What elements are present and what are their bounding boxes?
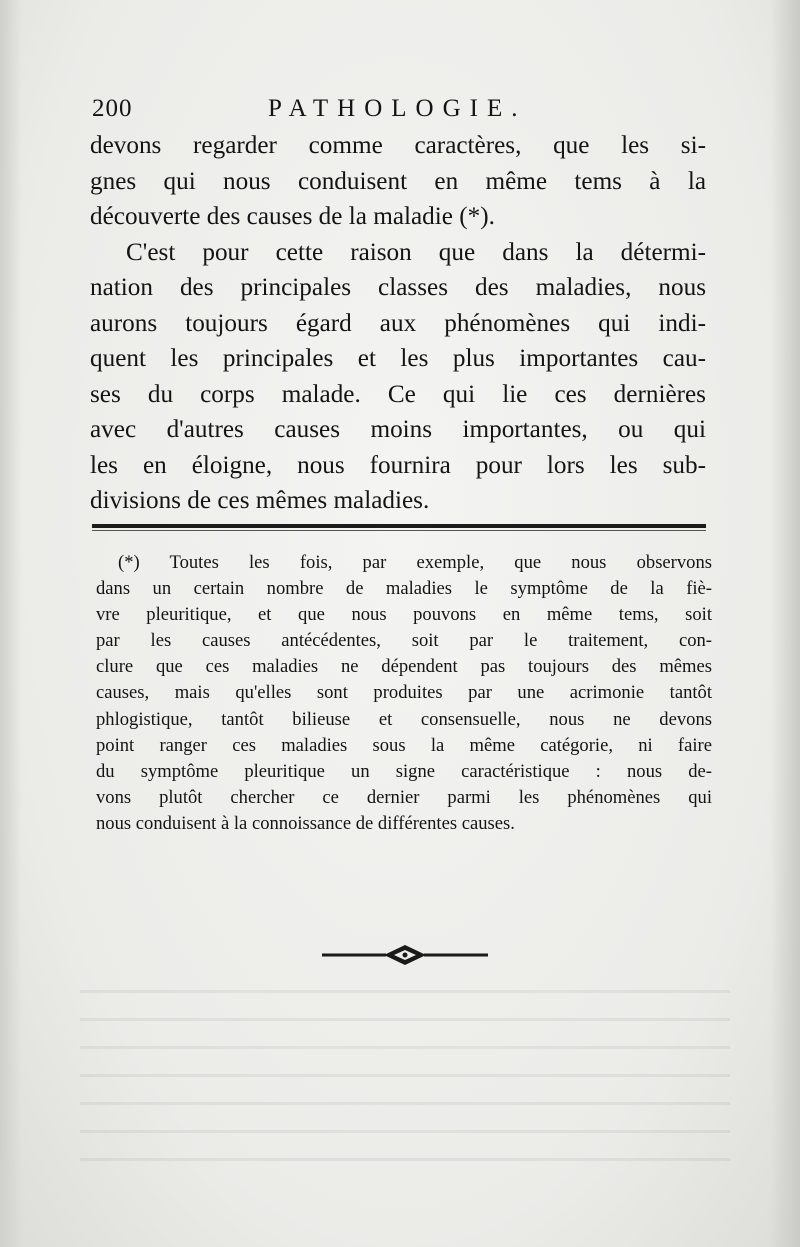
footnote-line: point ranger ces maladies sous la même catégorie, ni faire	[96, 734, 712, 756]
text-line: quent les principales et les plus importantes cau-	[90, 345, 706, 372]
text-line: devons regarder comme caractères, que les si-	[90, 132, 706, 159]
footnote-line: (*) Toutes les fois, par exemple, que nous observons	[118, 552, 712, 573]
footnote-line: dans un certain nombre de maladies le symptôme de la fiè-	[96, 578, 712, 600]
diamond-rule-ornament-icon	[320, 942, 490, 968]
footnote-line: du symptôme pleuritique un signe caractéristique : nous de-	[96, 760, 712, 782]
footnote-line: causes, mais qu'elles sont produites par une acrimonie tantôt	[96, 682, 712, 704]
text-line: découverte des causes de la maladie (*).	[90, 203, 495, 230]
text-line: les en éloigne, nous fournira pour lors les sub-	[90, 451, 706, 479]
main-text	[90, 128, 706, 519]
text-line: gnes qui nous conduisent en même tems à la	[90, 167, 706, 195]
footnote-line: vons plutôt chercher ce dernier parmi les phénomènes qui	[96, 786, 712, 808]
page-edge-left	[0, 0, 22, 1247]
running-head: PATHOLOGIE.	[268, 95, 527, 122]
text-line: nation des principales classes des maladies, nous	[90, 274, 706, 301]
text-line: divisions de ces mêmes maladies.	[90, 487, 430, 514]
footnote-line: vre pleuritique, et que nous pouvons en même tems, soit	[96, 604, 712, 626]
text-line: aurons toujours égard aux phénomènes qui indi-	[90, 309, 706, 337]
footnote-line: nous conduisent à la connoissance de différentes causes.	[96, 812, 515, 834]
footnote	[96, 550, 712, 837]
text-line: ses du corps malade. Ce qui lie ces dernières	[90, 380, 706, 408]
text-line: C'est pour cette raison que dans la détermi-	[126, 238, 706, 266]
footnote-line: phlogistique, tantôt bilieuse et consensuelle, nous ne devons	[96, 708, 712, 730]
page-number: 200	[92, 95, 133, 122]
page-edge-right	[770, 0, 800, 1247]
footnote-rule	[92, 524, 706, 528]
footnote-line: par les causes antécédentes, soit par le traitement, con-	[96, 630, 712, 652]
footnote-rule-thin	[92, 530, 706, 531]
show-through-text	[80, 990, 730, 1170]
page-header	[92, 95, 704, 127]
footnote-line: clure que ces maladies ne dépendent pas toujours des mêmes	[96, 656, 712, 678]
text-line: avec d'autres causes moins importantes, ou qui	[90, 416, 706, 443]
